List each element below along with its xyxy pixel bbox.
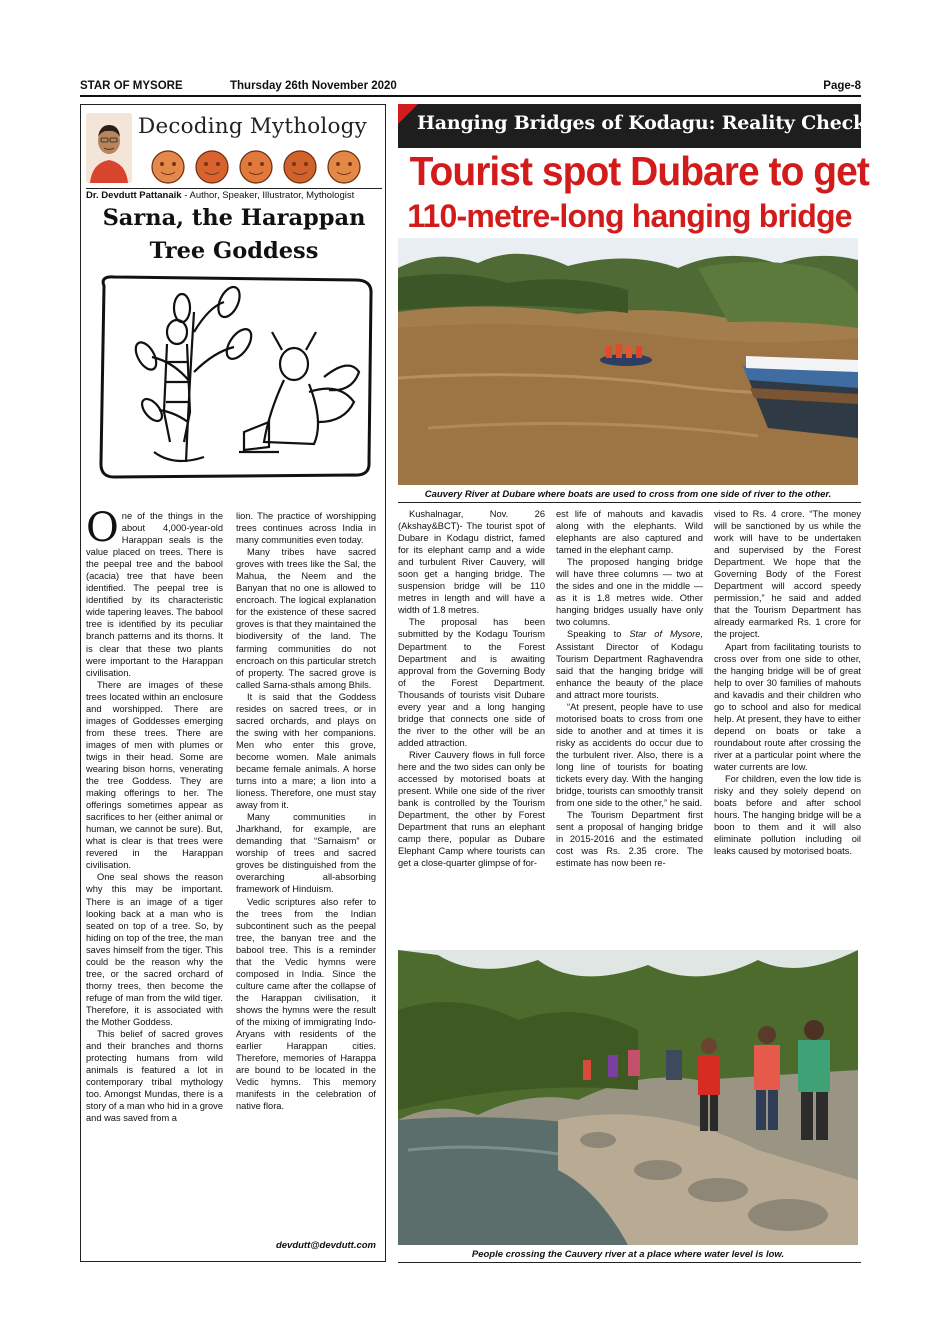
col1-paragraph-1: ne of the things in the about 4,000-year-old Harappan seals is the value placed on trees. There is the peepal tree and the babool (acacia) tree that have been identified. The peepal tree is identified by its characteristic wide tapering leaves. The babool tree is identified by its peculiar branch patterns and its thorns. It is clear that these two plants were important to the Harappan civilisation. (86, 511, 223, 678)
page-header (80, 80, 861, 97)
page-number: Page-8 (823, 80, 861, 92)
article-paragraph: “At present, people have to use motorised boats to cross from one side to another and at times it is risky as accidents do occur due to the turbulent river. Also, there is a long line of tourists for boating tickets every day. With the hanging bridge, tourists can smoothly transit from one side to the other,” he said. (556, 701, 703, 809)
article-paragraph: vised to Rs. 4 crore. “The money will be sanctioned by us while the work will have to be undertaken and supervised by the Forest Department. We hope that the Governing Body of the Forest Department will accord speedy permission,” he said and added that the Tourism Department has already earmarked Rs. 1 crore for the project. (714, 509, 861, 640)
article-paragraph: River Cauvery flows in full force here and the two sides can only be accessed by motorised boats at present. While one side of the river bank is controlled by the Tourism Department, the other by Forest Department that runs an elephant camp there, popular as Dubare Elephant Camp where tourists can get a close-quarter glimpse of for- (398, 749, 545, 869)
col1-paragraph-4: This belief of sacred groves and their branches and thorns protecting humans from wild animals is featured a lot in contemporary tribal mythology too. Amongst Mundas, there is a story of a man who hid in a grove and was saved from a (86, 1029, 223, 1124)
col2-paragraph-5: Vedic scriptures also refer to the trees from the Indian subcontinent such as the peepal tree, the banyan tree and the babool tree. This is a reminder that the Vedic hymns were composed in India. Since the culture came after the collapse of the Harappan civilisation, it shows the hymns were the result of the mixing of immigrating Indo-Aryans with residents of the earlier Harappan cities. Therefore, memories of Harappa are bound to be located in the Vedic hymns. This memory manifests in the celebration of native flora. (236, 896, 376, 1112)
issue-date: Thursday 26th November 2020 (230, 80, 397, 92)
column-text-col1 (86, 510, 223, 1255)
col2-paragraph-3: It is said that the Goddess resides on sacred trees, or in sacred orchards, and plays on the swing with her companions. Men who enter this grove, become women. Male animals became female animals. A horse turns into a mare; a lion into a lioness. Therefore, one must stay away from it. (236, 691, 376, 811)
article-paragraph: Apart from facilitating tourists to cross over from one side to other, the hanging bridge will be of great help to over 30 families of mahouts and kavadis and their children who go to school and also for medical help. At present, they have to either depend on boats or take a roundabout route after crossing the river at a particular point where the water currents are low. (714, 641, 861, 772)
col2-paragraph-4: Many communities in Jharkhand, for example, are demanding that “Sarnaism” or worship of trees and sacred groves be distinguished from the overarching all-absorbing framework of Hinduism. (236, 812, 376, 895)
author-description: - Author, Speaker, Illustrator, Mythologist (181, 190, 355, 201)
article-col-3 (714, 508, 861, 942)
article-paragraph: The proposal has been submitted by the Kodagu Tourism Department to the Forest Department and is awaiting approval from the Governing Body of the Forest Department. Thousands of tourists visit Dubare every year and a long hanging bridge that connects one side of the river to the other will be an added attraction. (398, 617, 545, 748)
headline-line-2: 110-metre-long hanging bridge (407, 198, 852, 234)
publication-name: STAR OF MYSORE (80, 80, 183, 92)
article-col-1 (398, 508, 545, 942)
col2-paragraph-2: Many tribes have sacred groves with trees like the Sal, the Mahua, the Neem and the Banyan that no one is allowed to encroach. The logical explanation for the existence of these sacred groves is that they maintained the biodiversity of the land. The farming communities do not encroach on this particular stretch of property. The sacred grove is called Sarna-sthals among Bhils. (236, 547, 376, 690)
photo-caption-1: Cauvery River at Dubare where boats are used to cross from one side of river to the other. (424, 489, 832, 500)
column-text-col2 (236, 510, 376, 1233)
headline-line-1: Tourist spot Dubare to get (409, 148, 869, 194)
article-paragraph: For children, even the low tide is risky and they solely depend on boats before and after school hours. The hanging bridge will be a boon to them and it will also eliminate pollution including oil leaks caused by motorised boats. (714, 774, 861, 857)
article-col-2 (556, 508, 703, 942)
author-byline (86, 188, 382, 200)
kicker-banner (398, 104, 900, 148)
col2-paragraph-1: lion. The practice of worshipping trees continues across India in many communities even today. (236, 511, 376, 546)
article-title: Sarna, the Harappan Tree Goddess (102, 205, 366, 264)
article-paragraph: Kushalnagar, Nov. 26 (Akshay&BCT)- The tourist spot of Dubare in Kodagu district, famed for its elephant camp and a wide and turbulent River Cauvery, will soon get a hanging bridge. The suspension bridge will be 110 metres in length and will have a width of 1.8 metres. (398, 509, 545, 616)
river-boat-photo (398, 238, 858, 485)
people-crossing-photo (398, 950, 858, 1245)
dropcap: O (86, 510, 119, 551)
author-email: devdutt@devdutt.com (275, 1240, 376, 1251)
col1-paragraph-3: One seal shows the reason why this may be important. There is an image of a tiger looking back at a man who is seated on top of a tree. So, by hiding on top of the tree, the man saves himself from the tiger. This could be the reason why the tree, or the sacred orchard of thorny trees, then become the refuge of man from the wild tiger. Therefore, it is associated with the Mother Goddess. (86, 872, 223, 1027)
author-name: Dr. Devdutt Pattanaik (86, 190, 182, 201)
medallions-icon (150, 149, 370, 185)
divider (398, 502, 861, 503)
article-paragraph: est life of mahouts and kavadis along with the elephants. Wild elephants are also captured and tamed in the elephant camp. (556, 509, 703, 556)
author-photo (86, 113, 132, 183)
col1-paragraph-2: There are images of these trees located within an enclosure and worshipped. There are images of Goddesses emerging from these trees. There are images of men with plumes or twigs in their head. Some are wearing bison horns, venerating the tree Goddess. They are making offerings to her. The offerings sometimes appear as sacrifices to her (either animal or human, we cannot be sure). But, what is clear is that trees were revered in the Harappan civilisation. (86, 679, 223, 871)
harappan-seal-illustration (94, 272, 377, 482)
column-masthead (86, 108, 382, 188)
article-paragraph: The Tourism Department first sent a proposal of hanging bridge in 2015-2016 and the estimated cost was Rs. 2.35 crore. The estimate has now been re- (556, 810, 703, 869)
photo-caption-2: People crossing the Cauvery river at a place where water level is low. (471, 1249, 785, 1260)
kicker-text: Hanging Bridges of Kodagu: Reality Check - 1 (417, 112, 900, 134)
article-paragraph: The proposed hanging bridge will have three columns — two at the sides and one in the middle — as it is 1.8 metres wide. Other hanging bridges usually have only two columns. (556, 557, 703, 628)
article-paragraph: Speaking to Star of Mysore, Assistant Director of Kodagu Tourism Department Raghavendra said that the hanging bridge will enhance the beauty of the place and attract more tourists. (556, 629, 703, 700)
divider (398, 1262, 861, 1263)
column-title: Decoding Mythology (138, 114, 367, 139)
